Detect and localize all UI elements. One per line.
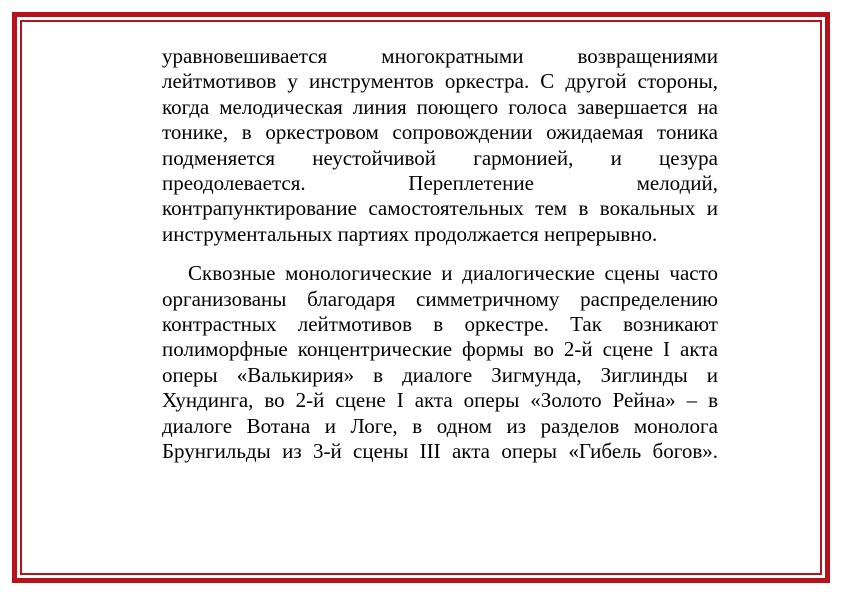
paragraph-2: Сквозные монологические и диалогические сцены часто организованы благодаря симметричному распределению контрастных лейтмотивов в оркестре. Так возникают полиморфные концентрические формы во 2-й сцене I акта оперы «Валькирия» в диалоге Зигмунда, Зиглинды и Хундинга, во 2-й сцене I акта оперы «Золото Рейна» – в диалоге Вотана и Логе, в одном из разделов монолога Брунгильды из 3-й сцены III акта оперы «Гибель богов». [162, 261, 718, 464]
paragraph-1: уравновешивается многократными возвращениями лейтмотивов у инструментов оркестра. С другой стороны, когда мелодическая линия поющего голоса завершается на тонике, в оркестровом сопровождении ожидаемая тоника подменяется неустойчивой гармонией, и цезура преодолевается. Переплетение мелодий, контрапунктирование самостоятельных тем в вокальных и инструментальных партиях продолжается непрерывно. [162, 44, 718, 246]
document-body [162, 44, 718, 465]
